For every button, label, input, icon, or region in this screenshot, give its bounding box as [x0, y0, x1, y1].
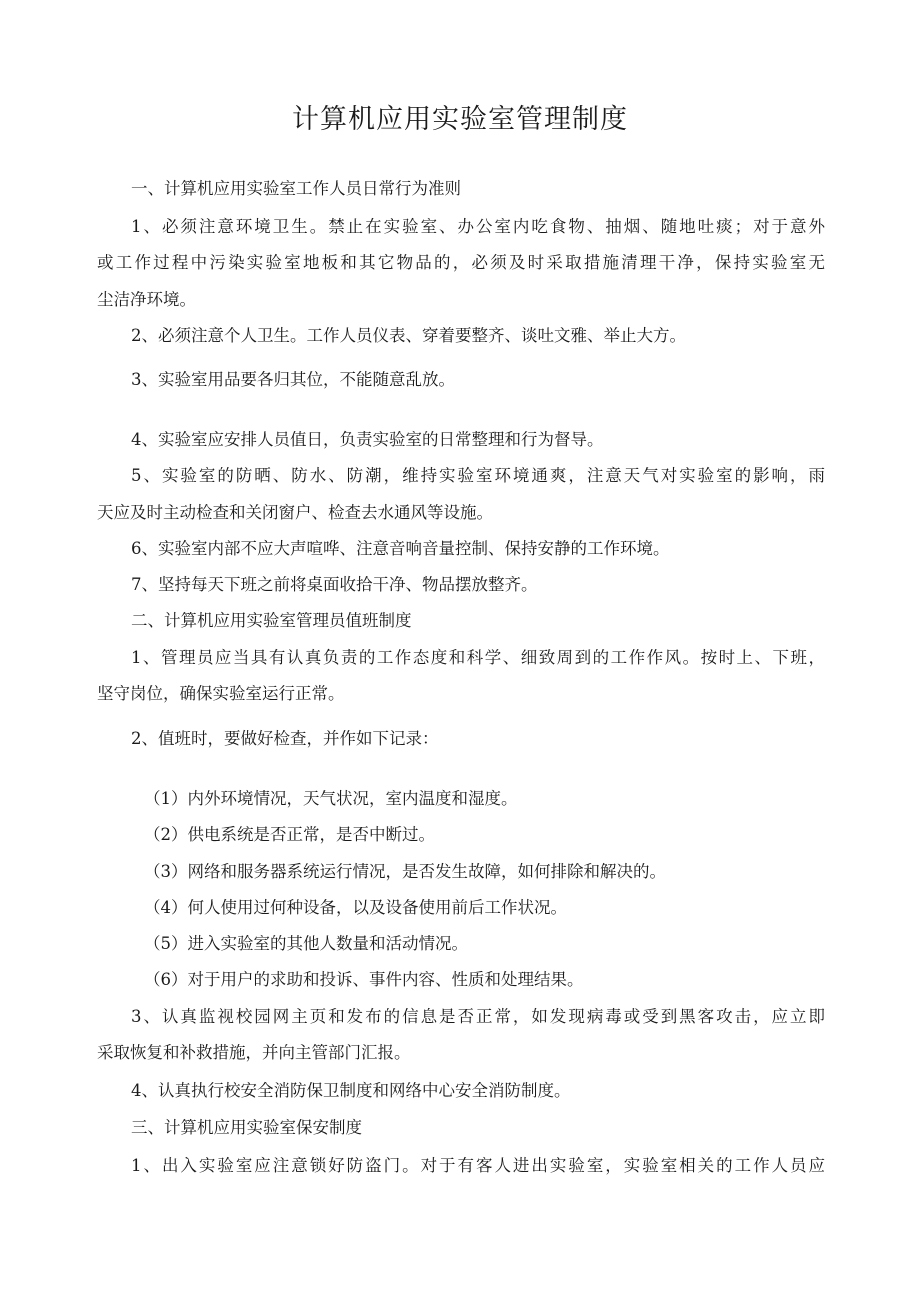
list-item: （2）供电系统是否正常，是否中断过。 [144, 825, 435, 844]
paragraph-line: 4、认真执行校安全消防保卫制度和网络中心安全消防制度。 [131, 1081, 571, 1100]
paragraph-line: 2、值班时，要做好检查，并作如下记录： [131, 729, 439, 748]
section-heading-3: 三、计算机应用实验室保安制度 [131, 1118, 362, 1137]
list-item: （1）内外环境情况，天气状况，室内温度和湿度。 [144, 789, 518, 808]
section-heading-1: 一、计算机应用实验室工作人员日常行为准则 [131, 179, 461, 198]
paragraph-line: 3、认真监视校园网主页和发布的信息是否正常，如发现病毒或受到黑客攻击，应立即 [131, 1007, 825, 1026]
paragraph-line: 1、管理员应当具有认真负责的工作态度和科学、细致周到的工作作风。按时上、下班， [131, 648, 825, 667]
document-title: 计算机应用实验室管理制度 [292, 104, 628, 135]
paragraph-line: 1、必须注意环境卫生。禁止在实验室、办公室内吃食物、抽烟、随地吐痰；对于意外 [131, 217, 825, 236]
paragraph-line: 5、实验室的防晒、防水、防潮，维持实验室环境通爽，注意天气对实验室的影响，雨 [131, 466, 825, 485]
list-item: （5）进入实验室的其他人数量和活动情况。 [144, 934, 468, 953]
paragraph-line: 尘洁净环境。 [97, 290, 196, 309]
paragraph-line: 6、实验室内部不应大声喧哗、注意音响音量控制、保持安静的工作环境。 [131, 539, 670, 558]
paragraph-line: 坚守岗位，确保实验室运行正常。 [97, 684, 345, 703]
list-item: （3）网络和服务器系统运行情况，是否发生故障，如何排除和解决的。 [144, 862, 666, 881]
list-item: （6）对于用户的求助和投诉、事件内容、性质和处理结果。 [144, 970, 584, 989]
paragraph-line: 7、坚持每天下班之前将桌面收拾干净、物品摆放整齐。 [131, 575, 538, 594]
paragraph-line: 2、必须注意个人卫生。工作人员仪表、穿着要整齐、谈吐文雅、举止大方。 [131, 326, 686, 345]
paragraph-line: 或工作过程中污染实验室地板和其它物品的，必须及时采取措施清理干净，保持实验室无 [97, 253, 825, 272]
section-heading-2: 二、计算机应用实验室管理员值班制度 [131, 611, 412, 630]
paragraph-line: 1、出入实验室应注意锁好防盗门。对于有客人进出实验室，实验室相关的工作人员应 [131, 1156, 825, 1175]
list-item: （4）何人使用过何种设备，以及设备使用前后工作状况。 [144, 898, 567, 917]
paragraph-line: 4、实验室应安排人员值日，负责实验室的日常整理和行为督导。 [131, 430, 604, 449]
paragraph-line: 天应及时主动检查和关闭窗户、检查去水通风等设施。 [97, 503, 493, 522]
paragraph-line: 3、实验室用品要各归其位，不能随意乱放。 [131, 370, 455, 389]
paragraph-line: 采取恢复和补救措施，并向主管部门汇报。 [97, 1043, 411, 1062]
